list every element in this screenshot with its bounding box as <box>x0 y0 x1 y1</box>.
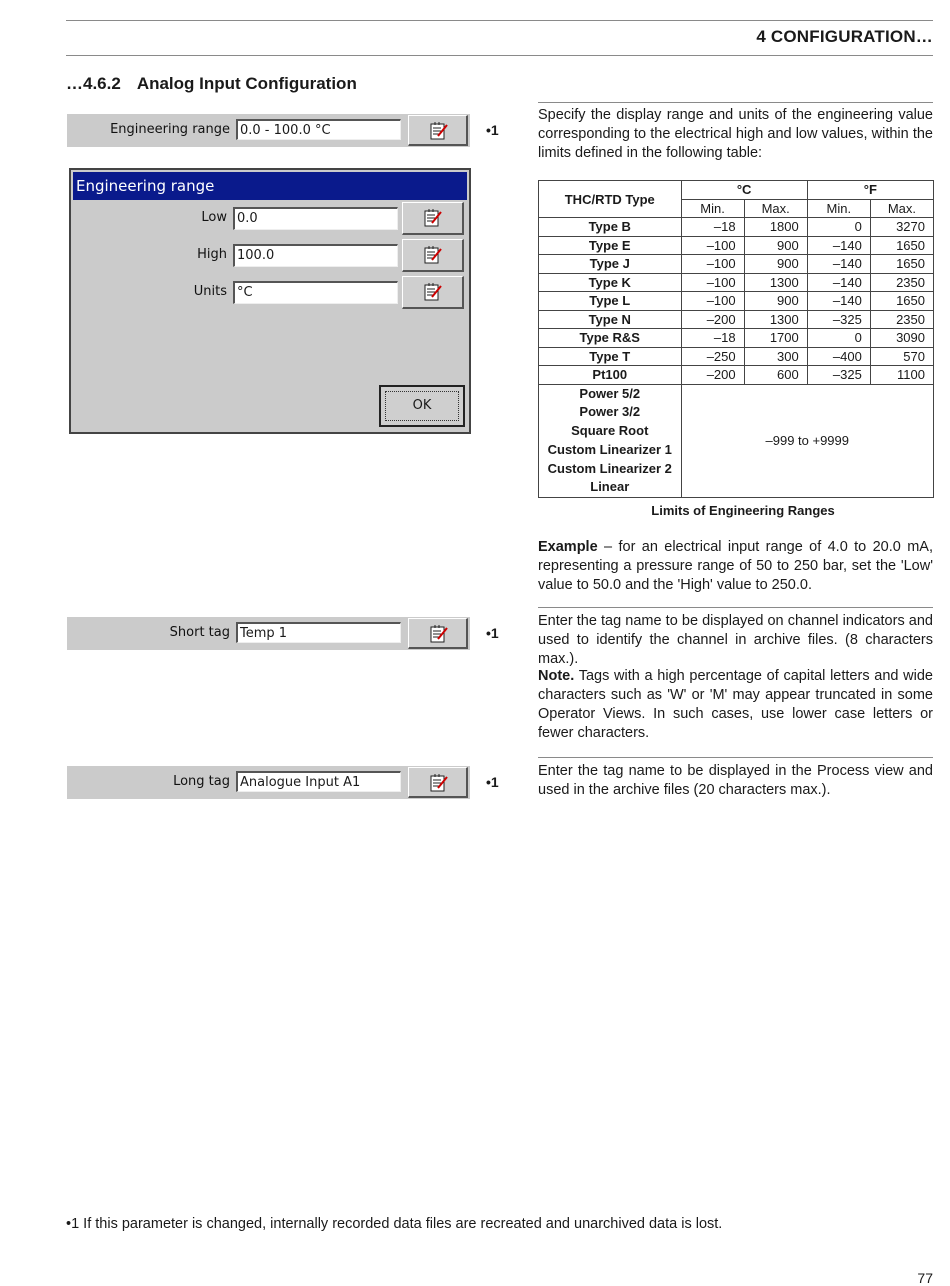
high-row <box>71 238 467 270</box>
col-header-f-min: Min. <box>807 199 870 218</box>
cell-f-max: 570 <box>870 347 933 366</box>
cell-f-max: 1650 <box>870 255 933 274</box>
table-row <box>539 384 934 498</box>
cell-c-min: –100 <box>681 255 744 274</box>
cell-f-min: –325 <box>807 310 870 329</box>
edit-note-icon <box>429 624 449 644</box>
edit-note-icon <box>423 282 443 302</box>
long-tag-label: Long tag <box>173 774 230 789</box>
page-title <box>66 74 357 94</box>
long-tag-marker: •1 <box>486 774 499 790</box>
example-paragraph <box>538 538 933 595</box>
top-rule <box>66 20 933 21</box>
dialog-title: Engineering range <box>73 172 467 200</box>
engineering-range-edit-button[interactable] <box>408 115 468 146</box>
cell-f-min: –325 <box>807 366 870 385</box>
units-row <box>71 275 467 307</box>
low-edit-button[interactable] <box>402 202 464 235</box>
long-tag-description: Enter the tag name to be displayed in the Process view and used in the archive files (20 characters max.). <box>538 763 933 798</box>
engineering-range-marker: •1 <box>486 122 499 138</box>
cell-c-min: –18 <box>681 329 744 348</box>
units-input[interactable]: °C <box>233 281 398 304</box>
example-label: Example <box>538 539 598 555</box>
cell-c-min: –100 <box>681 236 744 255</box>
cell-c-min: –250 <box>681 347 744 366</box>
short-tag-marker: •1 <box>486 625 499 641</box>
note-label: Note. <box>538 668 575 684</box>
cell-c-max: 1300 <box>744 273 807 292</box>
cell-f-max: 2350 <box>870 310 933 329</box>
row-type: Type B <box>539 218 682 237</box>
cell-c-max: 1700 <box>744 329 807 348</box>
cell-c-min: –200 <box>681 366 744 385</box>
long-tag-value[interactable]: Analogue Input A1 <box>236 771 401 792</box>
cell-f-min: –140 <box>807 236 870 255</box>
cell-f-min: 0 <box>807 218 870 237</box>
cell-c-max: 1300 <box>744 310 807 329</box>
long-tag-field[interactable] <box>67 766 470 799</box>
engineering-range-value[interactable]: 0.0 - 100.0 °C <box>236 119 401 140</box>
cell-c-max: 1800 <box>744 218 807 237</box>
col-header-type: THC/RTD Type <box>539 181 682 218</box>
low-label: Low <box>201 210 227 225</box>
cell-c-min: –200 <box>681 310 744 329</box>
ok-button[interactable]: OK <box>379 385 465 427</box>
units-label: Units <box>193 284 227 299</box>
low-row <box>71 201 467 233</box>
col-header-c-min: Min. <box>681 199 744 218</box>
table-row <box>539 366 934 385</box>
col-header-fahrenheit: °F <box>807 181 933 200</box>
engineering-range-label: Engineering range <box>110 122 230 137</box>
table-row <box>539 347 934 366</box>
cell-f-max: 3270 <box>870 218 933 237</box>
cell-f-max: 1100 <box>870 366 933 385</box>
other-types-cell <box>539 384 682 498</box>
range-description: Specify the display range and units of the engineering value corresponding to the electrical high and low values, within the limits defined in the following table: <box>538 107 933 161</box>
short-tag-label: Short tag <box>169 625 230 640</box>
engineering-range-dialog <box>69 168 471 434</box>
cell-f-max: 2350 <box>870 273 933 292</box>
other-range-cell: –999 to +9999 <box>681 384 933 498</box>
short-tag-value[interactable]: Temp 1 <box>236 622 401 643</box>
note-text: Tags with a high percentage of capital letters and wide characters such as 'W' or 'M' may appear truncated in some Operator Views. In such cases, use lower case letters or fewer characters. <box>538 668 933 741</box>
section-header: 4 CONFIGURATION… <box>756 27 933 46</box>
units-edit-button[interactable] <box>402 276 464 309</box>
example-text: – for an electrical input range of 4.0 to 20.0 mA, representing a pressure range of 50 to 250 bar, set the 'Low' value to 50.0 and the 'High' value to 250.0. <box>538 539 933 593</box>
other-type: Custom Linearizer 1 <box>547 441 672 457</box>
table-row <box>539 236 934 255</box>
col-header-f-max: Max. <box>870 199 933 218</box>
note-paragraph <box>538 667 933 743</box>
cell-f-min: –400 <box>807 347 870 366</box>
edit-note-icon <box>423 245 443 265</box>
table-row <box>539 292 934 311</box>
edit-note-icon <box>429 121 449 141</box>
other-type: Square Root <box>571 423 649 439</box>
row-type: Pt100 <box>539 366 682 385</box>
cell-f-min: 0 <box>807 329 870 348</box>
engineering-range-field[interactable] <box>67 114 470 147</box>
footnote: •1 If this parameter is changed, internally recorded data files are recreated and unarchived data is lost. <box>66 1216 723 1232</box>
header-rule <box>66 55 933 56</box>
cell-f-min: –140 <box>807 255 870 274</box>
edit-note-icon <box>429 773 449 793</box>
short-tag-field[interactable] <box>67 617 470 650</box>
long-tag-edit-button[interactable] <box>408 767 468 798</box>
row-type: Type K <box>539 273 682 292</box>
cell-c-max: 900 <box>744 292 807 311</box>
range-desc-rule <box>538 102 933 103</box>
table-caption: Limits of Engineering Ranges <box>651 503 835 518</box>
section-title-text: Analog Input Configuration <box>136 74 357 93</box>
col-header-celsius: °C <box>681 181 807 200</box>
other-type: Linear <box>590 479 630 495</box>
table-row <box>539 310 934 329</box>
high-label: High <box>197 247 227 262</box>
engineering-limits-table <box>538 180 934 498</box>
cell-c-min: –100 <box>681 292 744 311</box>
cell-f-max: 1650 <box>870 292 933 311</box>
high-edit-button[interactable] <box>402 239 464 272</box>
row-type: Type E <box>539 236 682 255</box>
cell-c-min: –100 <box>681 273 744 292</box>
edit-note-icon <box>423 208 443 228</box>
table-row <box>539 218 934 237</box>
cell-f-min: –140 <box>807 273 870 292</box>
section-number: …4.6.2 <box>66 74 121 93</box>
cell-f-min: –140 <box>807 292 870 311</box>
other-type: Power 5/2 <box>579 385 641 401</box>
table-row <box>539 329 934 348</box>
high-input[interactable]: 100.0 <box>233 244 398 267</box>
row-type: Type J <box>539 255 682 274</box>
low-input[interactable]: 0.0 <box>233 207 398 230</box>
cell-c-max: 900 <box>744 236 807 255</box>
short-tag-edit-button[interactable] <box>408 618 468 649</box>
row-type: Type T <box>539 347 682 366</box>
row-type: Type L <box>539 292 682 311</box>
short-tag-rule <box>538 607 933 608</box>
other-type: Power 3/2 <box>579 404 641 420</box>
cell-c-max: 300 <box>744 347 807 366</box>
short-tag-description: Enter the tag name to be displayed on channel indicators and used to identify the channel in archive files. (8 characters max.). <box>538 613 933 667</box>
cell-c-max: 900 <box>744 255 807 274</box>
page-number: 77 <box>917 1270 933 1286</box>
table-row <box>539 255 934 274</box>
cell-c-min: –18 <box>681 218 744 237</box>
row-type: Type R&S <box>539 329 682 348</box>
cell-f-max: 3090 <box>870 329 933 348</box>
row-type: Type N <box>539 310 682 329</box>
table-row <box>539 273 934 292</box>
cell-f-max: 1650 <box>870 236 933 255</box>
col-header-c-max: Max. <box>744 199 807 218</box>
other-type: Custom Linearizer 2 <box>547 460 672 476</box>
cell-c-max: 600 <box>744 366 807 385</box>
long-tag-rule <box>538 757 933 758</box>
